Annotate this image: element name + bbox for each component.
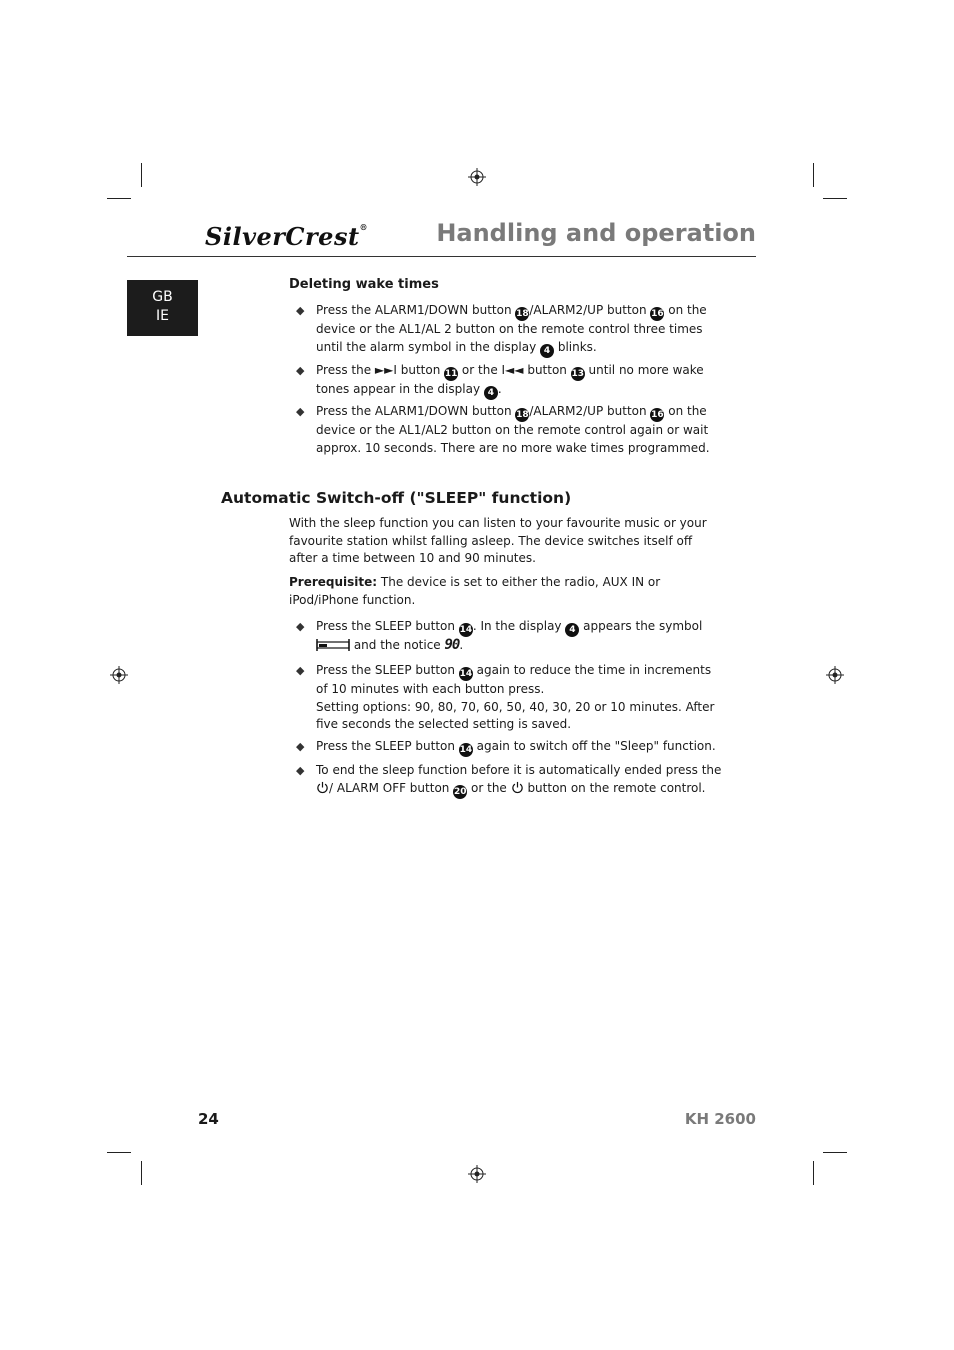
reference-number: 4 [540, 344, 554, 358]
reference-number: 14 [459, 669, 473, 679]
language-code: GB [152, 289, 173, 305]
reference-number: 14 [459, 745, 473, 755]
reference-number: 20 [453, 786, 467, 797]
list-item: ◆ To end the sleep function before it is automatically ended press the / ALARM OFF button 20 or the button on the remote control. [296, 763, 722, 797]
list-item: ◆ Press the SLEEP button 14 again to reduce the time in increments of 10 minutes with each button press. Setting options: 90, 80, 70, 60, 50, 40, 30, 20 or 10 minutes. After five seconds the selected setting is saved. [296, 663, 715, 731]
diamond-bullet-icon: ◆ [296, 405, 305, 418]
power-icon [316, 781, 329, 794]
section-heading: Deleting wake times [289, 277, 439, 292]
reference-number: 18 [516, 309, 529, 319]
reference-number: 14 [459, 625, 473, 635]
list-item: ◆ Press the ALARM1/DOWN button 18/ALARM2/UP button 16 on the device or the AL1/AL2 button on the remote control again or wait approx. 10 seconds. There are no more wake times programmed. [296, 404, 710, 455]
prerequisite-paragraph: Prerequisite: The device is set to either the radio, AUX IN or iPod/iPhone function. [289, 575, 661, 607]
language-tab [127, 280, 198, 336]
model-number: KH 2600 [684, 1110, 756, 1128]
page-title: Handling and operation [436, 219, 756, 247]
list-item: ◆ Press the ►►I button 11 or the I◄◄ button 13 until no more wake tones appear in the display 4 . [296, 363, 704, 398]
reference-number: 4 [484, 386, 498, 400]
bed-sleep-icon [316, 639, 350, 651]
diamond-bullet-icon: ◆ [296, 764, 305, 777]
crop-mark [107, 198, 131, 199]
lcd-notice: 90 [444, 637, 460, 653]
header-rule [127, 256, 756, 257]
crop-mark [813, 163, 814, 187]
reference-number: 16 [651, 309, 664, 319]
reference-number: 4 [565, 623, 579, 637]
diamond-bullet-icon: ◆ [296, 664, 305, 677]
diamond-bullet-icon: ◆ [296, 304, 305, 317]
list-item: ◆ Press the ALARM1/DOWN button 18/ALARM2/UP button 16 on the device or the AL1/AL 2 button on the remote control three times until the alarm symbol in the display 4 blinks. [296, 303, 707, 356]
crop-mark [107, 1152, 131, 1153]
crop-mark [823, 1152, 847, 1153]
diamond-bullet-icon: ◆ [296, 740, 305, 753]
registration-mark-icon [468, 168, 486, 186]
crop-mark [823, 198, 847, 199]
registration-mark-icon [110, 666, 128, 684]
list-item: ◆ Press the SLEEP button 14. In the display 4 appears the symbol and the notice 90. [296, 619, 703, 653]
registration-mark-icon [468, 1165, 486, 1183]
intro-paragraph: With the sleep function you can listen to your favourite music or your favourite station whilst falling asleep. The device switches itself off after a time between 10 and 90 minutes. [289, 516, 707, 565]
crop-mark [141, 1161, 142, 1185]
diamond-bullet-icon: ◆ [296, 620, 305, 633]
brand-logo: SilverCrest® [205, 222, 369, 251]
reference-number: 11 [444, 369, 458, 379]
language-code: IE [156, 308, 169, 324]
power-icon [511, 781, 524, 794]
section-heading: Automatic Switch-off ("SLEEP" function) [221, 489, 572, 507]
reference-number: 13 [571, 369, 584, 379]
crop-mark [141, 163, 142, 187]
crop-mark [813, 1161, 814, 1185]
page-number: 24 [198, 1110, 219, 1128]
registration-mark-icon [826, 666, 844, 684]
diamond-bullet-icon: ◆ [296, 364, 305, 377]
reference-number: 18 [516, 410, 529, 420]
reference-number: 16 [651, 410, 664, 420]
list-item: ◆ Press the SLEEP button 14 again to switch off the "Sleep" function. [296, 739, 716, 755]
